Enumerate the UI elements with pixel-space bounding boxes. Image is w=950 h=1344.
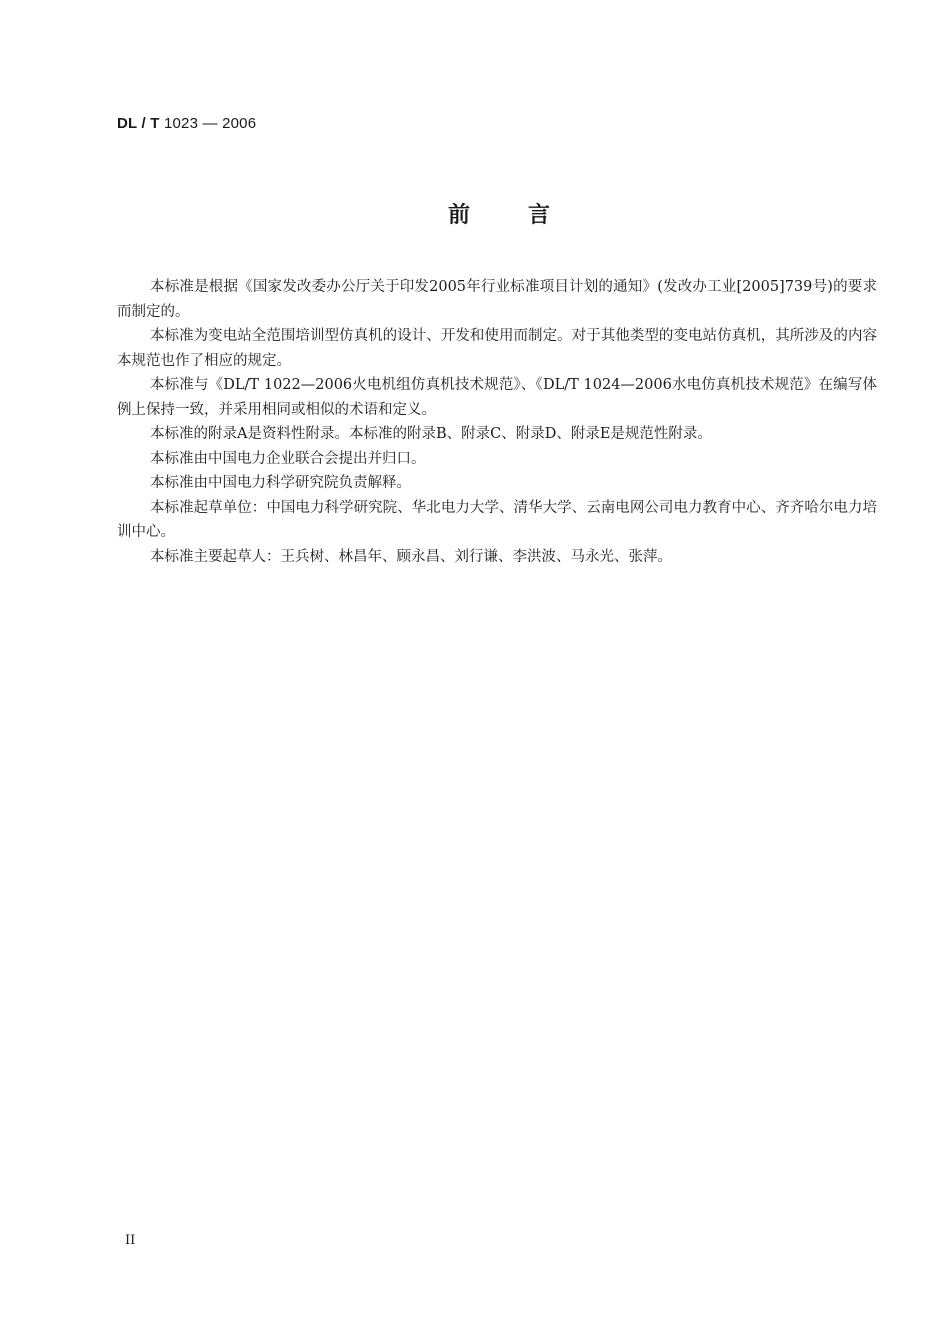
standard-code: [117, 115, 256, 132]
paragraph-appendices: 本标准的附录A是资料性附录。本标准的附录B、附录C、附录D、附录E是规范性附录。: [150, 426, 712, 442]
paragraph-consistency: 本标准与《DL/T 1022—2006火电机组仿真机技术规范》、《DL/T 1024—2006水电仿真机技术规范》在编写体例上保持一致，并采用相同或相似的术语和定义。: [117, 377, 877, 418]
paragraph-scope: 本标准为变电站全范围培训型仿真机的设计、开发和使用而制定。对于其他类型的变电站仿真机，其所涉及的内容本规范也作了相应的规定。: [117, 328, 877, 369]
paragraph-drafters: 本标准主要起草人：王兵树、林昌年、顾永昌、刘行谦、李洪波、马永光、张萍。: [150, 548, 672, 565]
paragraph-drafting-units: 本标准起草单位：中国电力科学研究院、华北电力大学、清华大学、云南电网公司电力教育中心、齐齐哈尔电力培训中心。: [117, 499, 877, 540]
paragraph-interpreter: 本标准由中国电力科学研究院负责解释。: [150, 475, 411, 491]
standard-number: 1023 — 2006: [163, 115, 257, 132]
page-number: II: [125, 1233, 136, 1248]
paragraph-basis: 本标准是根据《国家发改委办公厅关于印发2005年行业标准项目计划的通知》(发改办工业[2005]739号)的要求而制定的。: [117, 279, 877, 320]
title-char-2: 言: [528, 203, 553, 228]
foreword-body: [117, 275, 877, 569]
title-char-1: 前: [447, 203, 472, 228]
standard-prefix: DL / T: [117, 115, 160, 132]
page-title: [0, 198, 950, 229]
paragraph-proposer: 本标准由中国电力企业联合会提出并归口。: [150, 450, 426, 467]
